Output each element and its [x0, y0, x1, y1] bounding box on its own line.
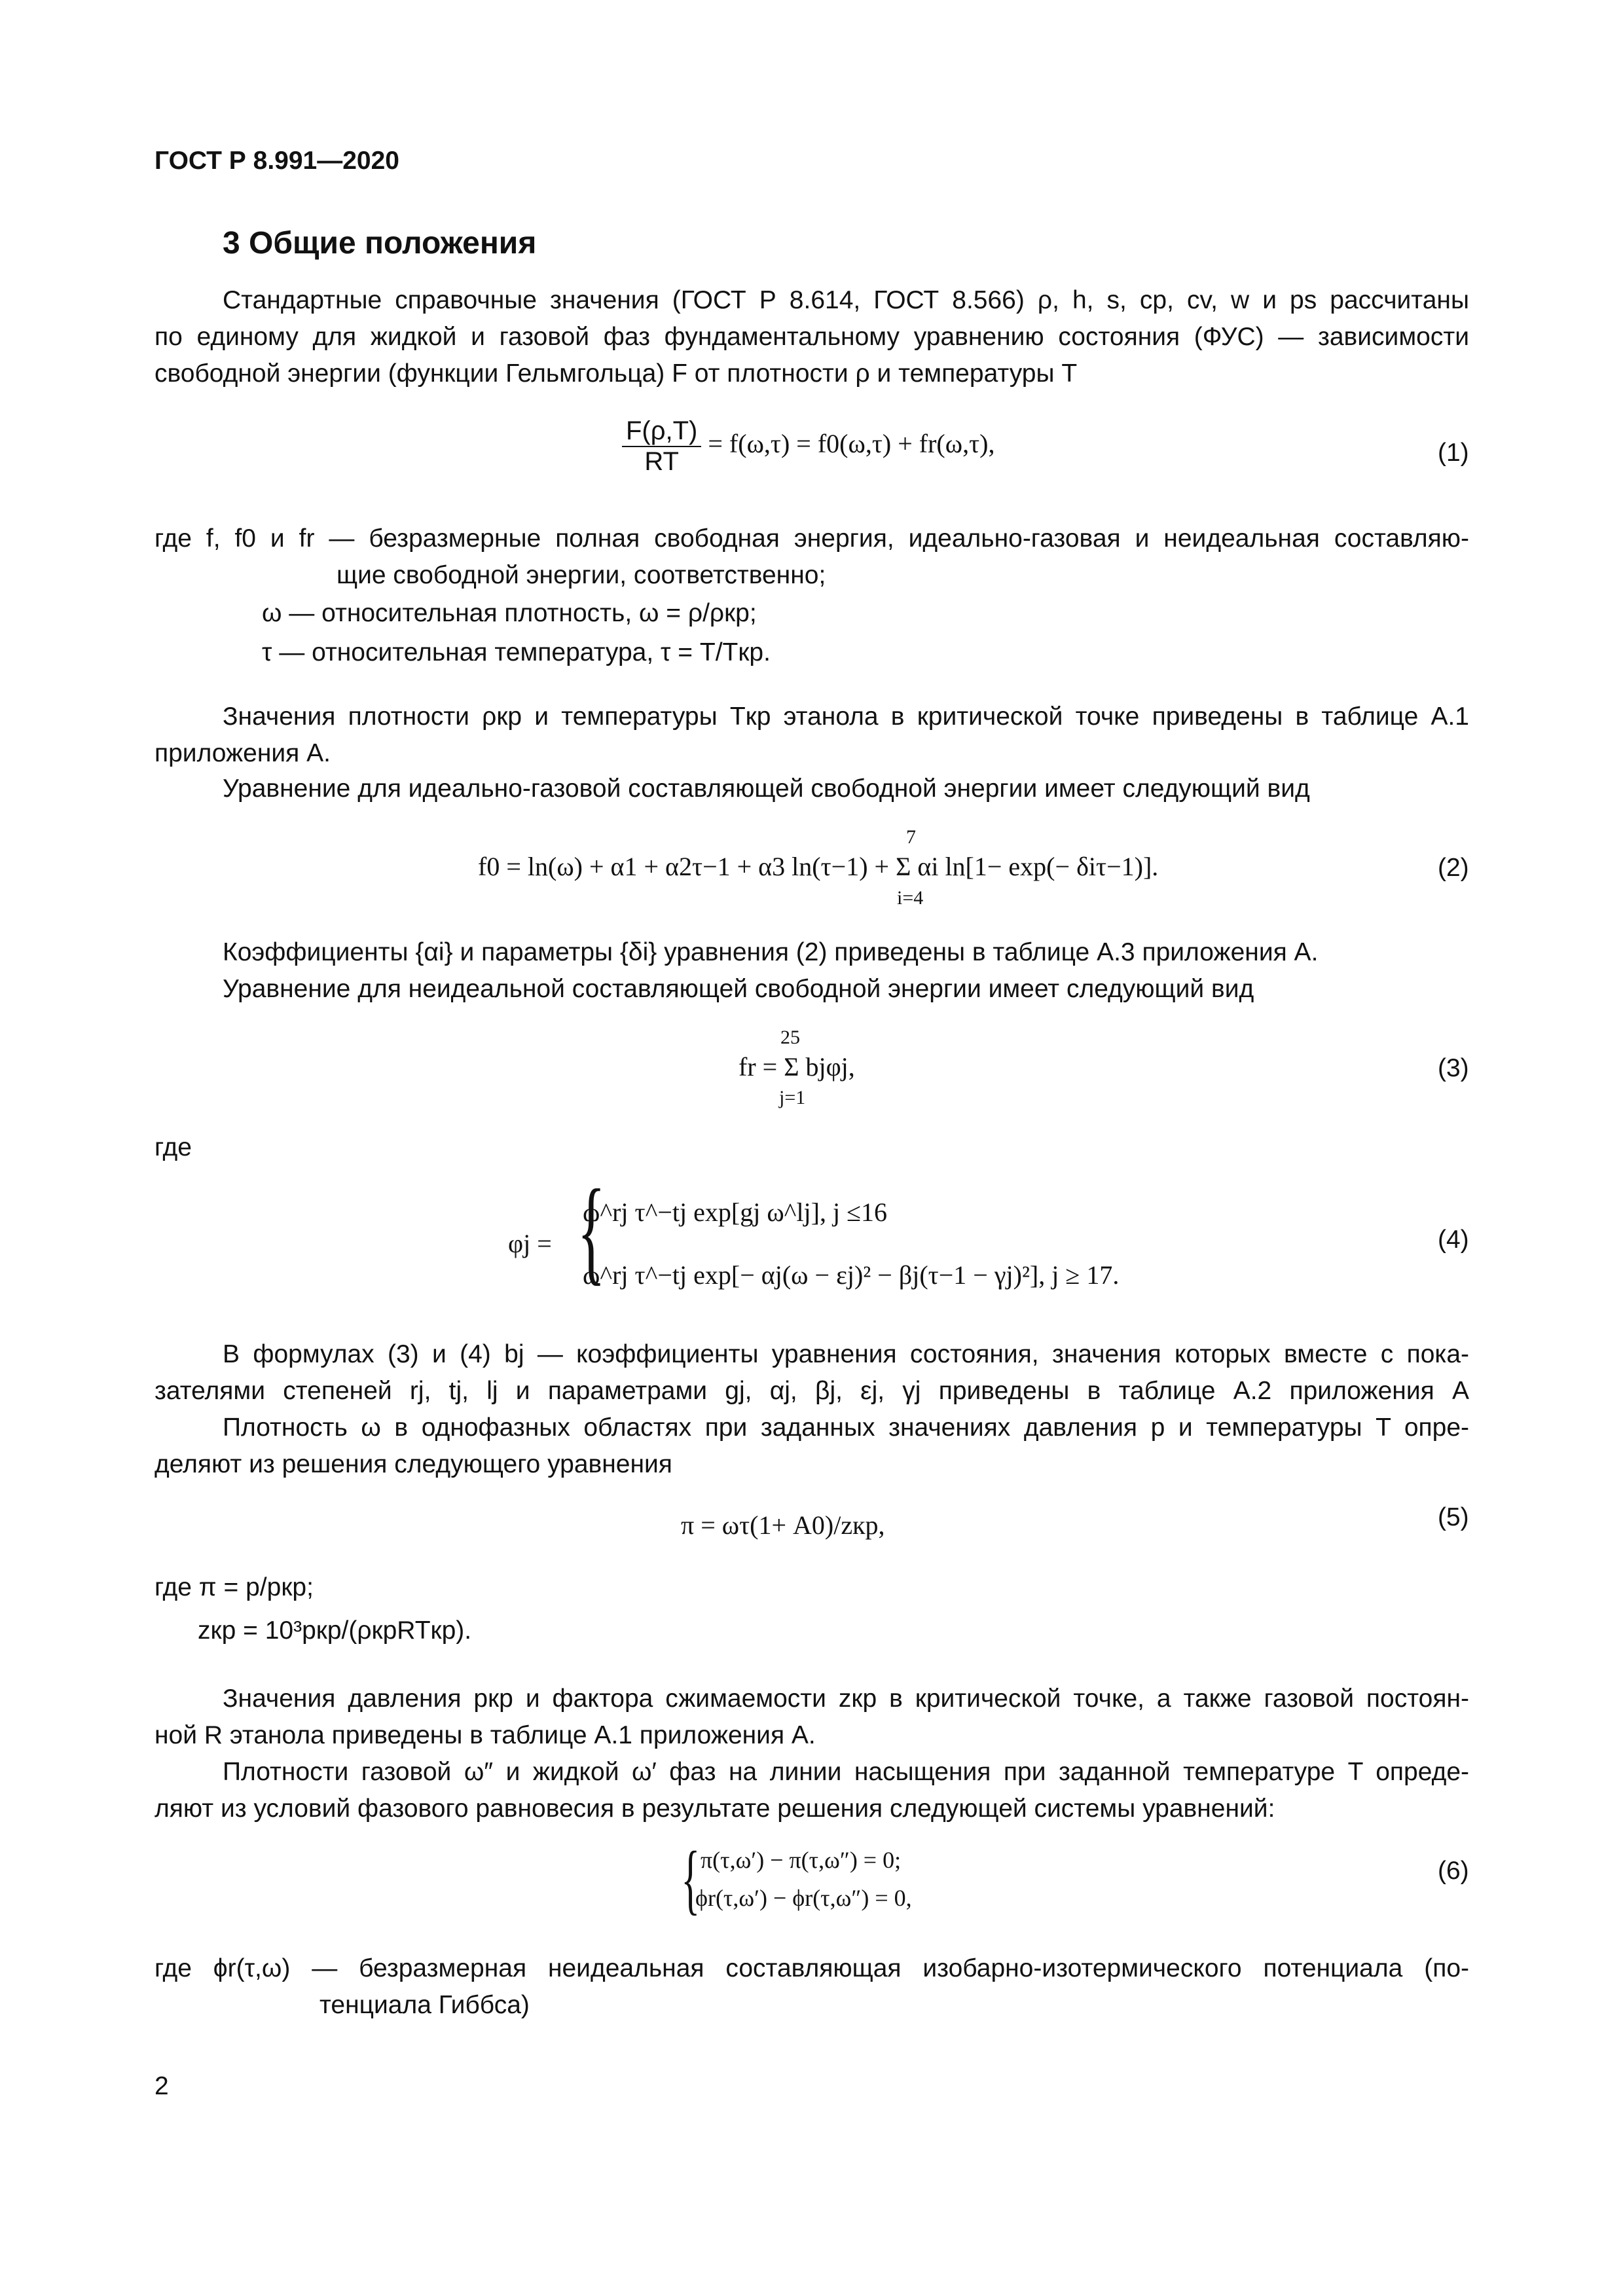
- where-label: где: [155, 1133, 192, 1161]
- where-pi-definition: где π = p/pкр;: [155, 1573, 314, 1601]
- equation-6-line1: π(τ,ω′) − π(τ,ω″) = 0;: [701, 1847, 902, 1873]
- paragraph-ideal-gas-intro: Уравнение для идеально-газовой составляющей свободной энергии имеет следующий вид: [223, 774, 1310, 803]
- equation-6-number: (6): [1438, 1857, 1469, 1885]
- equation-1-fraction: [622, 416, 701, 477]
- equation-1-numerator: F(ρ,T): [622, 416, 701, 447]
- where-omega-definition: ω — относительная плотность, ω = ρ/ρкр;: [262, 599, 757, 627]
- paragraph-nonideal-intro: Уравнение для неидеальной составляющей свободной энергии имеет следующий вид: [223, 975, 1254, 1003]
- equation-1-denominator: RT: [644, 447, 679, 476]
- document-code: ГОСТ Р 8.991—2020: [155, 147, 399, 175]
- paragraph-density-line1: Плотность ω в однофазных областях при заданных значениях давления p и температуры T опре-: [223, 1413, 1469, 1442]
- equation-2-number: (2): [1438, 854, 1469, 882]
- paragraph-saturation-line2: ляют из условий фазового равновесия в результате решения следующей системы уравнений:: [155, 1795, 1275, 1823]
- equation-2-sum-upper: 7: [906, 826, 916, 848]
- section-title: 3 Общие положения: [223, 226, 537, 261]
- equation-5: π = ωτ(1+ A0)/zкр,: [681, 1510, 885, 1540]
- equation-6-line2: ϕr(τ,ω′) − ϕr(τ,ω″) = 0,: [695, 1885, 912, 1911]
- page-number: 2: [155, 2072, 169, 2100]
- where-definitions-line2: щие свободной энергии, соответственно;: [337, 561, 826, 589]
- equation-5-number: (5): [1438, 1503, 1469, 1531]
- paragraph-formulas-line1: В формулах (3) и (4) bj — коэффициенты уравнения состояния, значения которых вместе с пока-: [223, 1340, 1469, 1368]
- where-tau-definition: τ — относительная температура, τ = T/Tкр.: [262, 638, 771, 666]
- where-z-definition: zкр = 10³pкр/(ρкрRTкр).: [198, 1616, 472, 1645]
- equation-2-sum-lower: i=4: [897, 887, 924, 909]
- paragraph-density-line2: деляют из решения следующего уравнения: [155, 1450, 672, 1478]
- equation-3-number: (3): [1438, 1054, 1469, 1082]
- paragraph-intro-line3: свободной энергии (функции Гельмгольца) F от плотности ρ и температуры T: [155, 359, 1078, 388]
- equation-3: fr = Σ bjφj,: [739, 1052, 855, 1082]
- equation-6-brace: {: [681, 1835, 701, 1922]
- equation-1-number: (1): [1438, 439, 1469, 467]
- equation-1-rhs: = f(ω,τ) = f0(ω,τ) + fr(ω,τ),: [708, 429, 995, 459]
- paragraph-critical-values-line2: приложения А.: [155, 739, 331, 767]
- paragraph-intro-line1: Стандартные справочные значения (ГОСТ Р 8.614, ГОСТ 8.566) ρ, h, s, cp, cv, w и ps рассчитаны: [223, 286, 1469, 314]
- paragraph-pressure-line1: Значения давления pкр и фактора сжимаемости zкр в критической точке, а также газовой постоян-: [223, 1685, 1469, 1713]
- equation-3-sum-lower: j=1: [779, 1087, 806, 1108]
- equation-4-case2: ω^rj τ^−tj exp[− αj(ω − εj)² − βj(τ−1 − γj)²], j ≥ 17.: [583, 1260, 1120, 1290]
- equation-2: f0 = ln(ω) + α1 + α2τ−1 + α3 ln(τ−1) + Σ αi ln[1− exp(− δiτ−1)].: [478, 852, 1159, 881]
- where-definitions-line1: где f, f0 и fr — безразмерные полная свободная энергия, идеально-газовая и неидеальная составляю-: [155, 524, 1469, 553]
- equation-4-number: (4): [1438, 1226, 1469, 1254]
- paragraph-critical-values-line1: Значения плотности ρкр и температуры Tкр этанола в критической точке приведены в таблице А.1: [223, 702, 1469, 731]
- paragraph-coefficients: Коэффициенты {αi} и параметры {δi} уравнения (2) приведены в таблице А.3 приложения А.: [223, 938, 1319, 966]
- paragraph-formulas-line2: зателями степеней rj, tj, lj и параметрами gj, αj, βj, εj, γj приведены в таблице А.2 приложения А: [155, 1377, 1469, 1405]
- paragraph-pressure-line2: ной R этанола приведены в таблице А.1 приложения А.: [155, 1721, 816, 1749]
- paragraph-intro-line2: по единому для жидкой и газовой фаз фундаментальному уравнению состояния (ФУС) — зависимости: [155, 323, 1469, 351]
- where-phi-definition-line1: где ϕr(τ,ω) — безразмерная неидеальная составляющая изобарно-изотермического потенциала (по-: [155, 1954, 1469, 1982]
- equation-4-case1: ω^rj τ^−tj exp[gj ω^lj], j ≤16: [583, 1197, 888, 1227]
- equation-4-lhs: φj =: [508, 1229, 552, 1258]
- equation-4-brace: {: [577, 1165, 606, 1296]
- equation-3-sum-upper: 25: [780, 1027, 800, 1048]
- paragraph-saturation-line1: Плотности газовой ω″ и жидкой ω′ фаз на линии насыщения при заданной температуре T опреде-: [223, 1758, 1469, 1786]
- where-phi-definition-line2: тенциала Гиббса): [319, 1991, 530, 2019]
- equation-1: [622, 416, 994, 477]
